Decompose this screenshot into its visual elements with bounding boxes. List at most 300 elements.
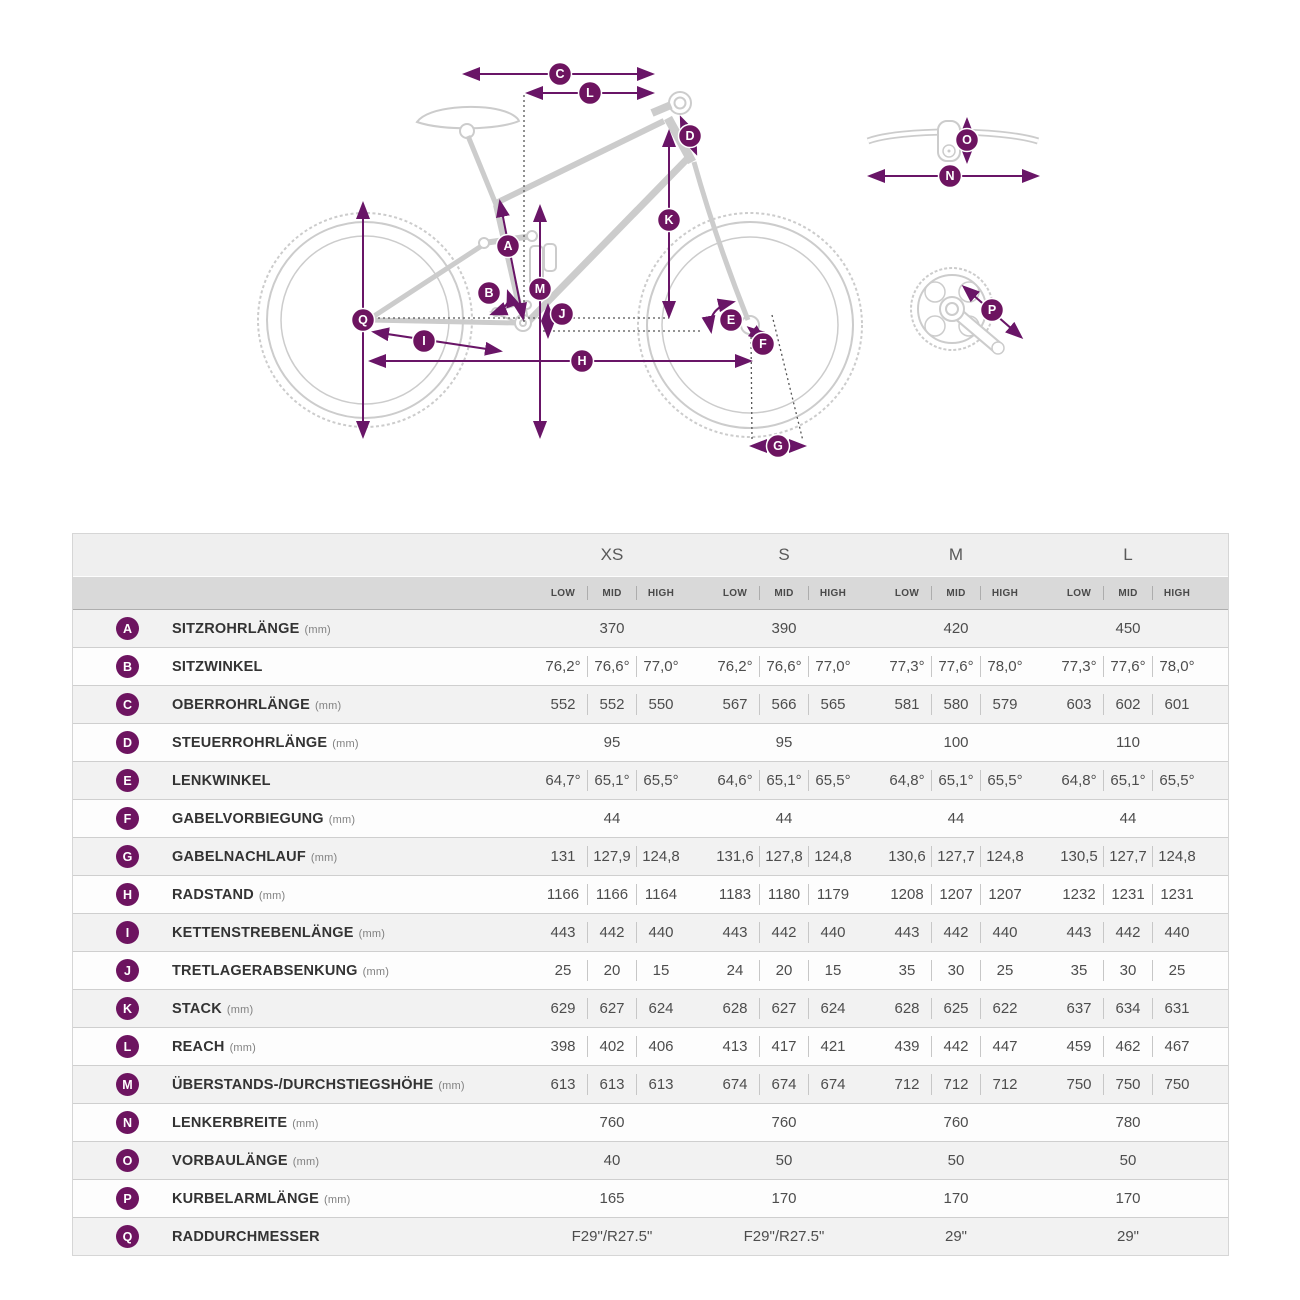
value: 1207 (988, 886, 1022, 903)
row-letter-badge: M (116, 1073, 139, 1096)
merged-value: 420 (943, 620, 969, 637)
value: 628 (894, 1000, 920, 1017)
value: 631 (1164, 1000, 1190, 1017)
position-labels (526, 586, 698, 600)
value: 628 (722, 1000, 748, 1017)
merged-value: 760 (771, 1114, 797, 1131)
triple-values (870, 770, 1042, 791)
value: 634 (1115, 1000, 1141, 1017)
value: 124,8 (814, 848, 852, 865)
value: 442 (771, 924, 797, 941)
row-letter-badge: C (116, 693, 139, 716)
row-label: REACH (mm) (172, 1038, 257, 1055)
value-cell-XS (526, 620, 698, 637)
position-label-low: LOW (550, 587, 576, 599)
size-column-header-XS (526, 545, 698, 565)
row-letter-badge: N (116, 1111, 139, 1134)
arrow-I-chainstay (374, 332, 500, 351)
value: 613 (599, 1076, 625, 1093)
value: 76,2° (717, 658, 753, 675)
value: 1180 (767, 886, 801, 903)
diagram-badge-K (658, 209, 681, 232)
value: 750 (1115, 1076, 1141, 1093)
triple-values (526, 694, 698, 715)
row-label-cell (73, 1225, 526, 1248)
diagram-badge-C (549, 63, 572, 86)
triple-values (870, 1074, 1042, 1095)
value-cell-S (698, 1228, 870, 1245)
value-cell-L (1042, 1114, 1214, 1131)
svg-text:P: P (987, 303, 997, 317)
value-cell-XS (526, 1114, 698, 1131)
value: 443 (1066, 924, 1092, 941)
row-letter-badge: I (116, 921, 139, 944)
row-letter-badge: Q (116, 1225, 139, 1248)
row-label-cell (73, 845, 526, 868)
value: 624 (820, 1000, 846, 1017)
diagram-badge-P (981, 299, 1004, 322)
diagram-badge-E (720, 309, 743, 332)
down-tube (526, 157, 689, 324)
row-label-cell (73, 1035, 526, 1058)
geometry-table (72, 533, 1229, 1256)
triple-values (1042, 1036, 1214, 1057)
triple-values (870, 960, 1042, 981)
value-cell-S (698, 1036, 870, 1057)
value: 601 (1164, 696, 1190, 713)
value: 1179 (816, 886, 850, 903)
value: 613 (550, 1076, 576, 1093)
value: 712 (894, 1076, 920, 1093)
value-cell-L (1042, 1228, 1214, 1245)
value: 443 (894, 924, 920, 941)
value: 627 (599, 1000, 625, 1017)
table-row-D (73, 723, 1228, 761)
row-unit: (mm) (358, 927, 386, 940)
value: 127,7 (937, 848, 975, 865)
svg-text:H: H (577, 354, 587, 368)
value: 65,5° (1159, 772, 1195, 789)
value-cell-M (870, 960, 1042, 981)
row-label: OBERROHRLÄNGE (mm) (172, 696, 342, 713)
value: 629 (550, 1000, 576, 1017)
position-label-mid: MID (602, 587, 622, 599)
value: 417 (771, 1038, 797, 1055)
position-labels (698, 586, 870, 600)
value: 76,6° (594, 658, 630, 675)
svg-text:I: I (422, 334, 426, 348)
value-cell-XS (526, 1190, 698, 1207)
value: 442 (1115, 924, 1141, 941)
row-unit: (mm) (328, 813, 356, 826)
value: 64,8° (1061, 772, 1097, 789)
triple-values (526, 656, 698, 677)
value-cell-L (1042, 1190, 1214, 1207)
value: 15 (652, 962, 670, 979)
value-cell-L (1042, 656, 1214, 677)
value: 624 (648, 1000, 674, 1017)
value: 1166 (546, 886, 580, 903)
triple-values (698, 1074, 870, 1095)
triple-values (1042, 884, 1214, 905)
value: 674 (722, 1076, 748, 1093)
value: 550 (648, 696, 674, 713)
value: 1166 (595, 886, 629, 903)
value-cell-S (698, 1152, 870, 1169)
value: 64,8° (889, 772, 925, 789)
value: 77,0° (643, 658, 679, 675)
value: 674 (820, 1076, 846, 1093)
pedal-hole (992, 342, 1004, 354)
position-header-S (698, 586, 870, 600)
triple-values (1042, 694, 1214, 715)
row-unit: (mm) (310, 851, 338, 864)
value: 566 (771, 696, 797, 713)
merged-value: 40 (603, 1152, 621, 1169)
row-letter-badge: E (116, 769, 139, 792)
value-cell-L (1042, 884, 1214, 905)
value-cell-S (698, 734, 870, 751)
value-cell-S (698, 810, 870, 827)
row-letter-badge: P (116, 1187, 139, 1210)
value-cell-M (870, 656, 1042, 677)
value-cell-XS (526, 694, 698, 715)
triple-values (526, 922, 698, 943)
value: 64,6° (717, 772, 753, 789)
value: 77,6° (938, 658, 974, 675)
merged-value: 780 (1115, 1114, 1141, 1131)
position-label-high: HIGH (819, 587, 847, 599)
value: 131,6 (716, 848, 754, 865)
row-letter-badge: A (116, 617, 139, 640)
svg-text:N: N (945, 169, 955, 183)
size-label: XS (600, 545, 624, 564)
table-row-M (73, 1065, 1228, 1103)
value-cell-M (870, 1228, 1042, 1245)
table-row-B (73, 647, 1228, 685)
value: 581 (894, 696, 920, 713)
triple-values (526, 1036, 698, 1057)
row-label-cell (73, 1149, 526, 1172)
table-row-K (73, 989, 1228, 1027)
value-cell-L (1042, 620, 1214, 637)
merged-value: 50 (1119, 1152, 1137, 1169)
row-unit: (mm) (292, 1155, 320, 1168)
table-row-G (73, 837, 1228, 875)
value: 440 (648, 924, 674, 941)
value: 674 (771, 1076, 797, 1093)
row-letter-badge: K (116, 997, 139, 1020)
stem-side (652, 105, 671, 113)
value: 603 (1066, 696, 1092, 713)
row-label-cell (73, 655, 526, 678)
value: 421 (820, 1038, 846, 1055)
value-cell-XS (526, 656, 698, 677)
row-label: KURBELARMLÄNGE (mm) (172, 1190, 351, 1207)
value-cell-XS (526, 734, 698, 751)
value-cell-S (698, 770, 870, 791)
front-wheel (638, 213, 862, 437)
value: 447 (992, 1038, 1018, 1055)
row-letter-badge: O (116, 1149, 139, 1172)
value: 25 (996, 962, 1014, 979)
value: 15 (824, 962, 842, 979)
value-cell-L (1042, 1074, 1214, 1095)
merged-value: 44 (775, 810, 793, 827)
value: 440 (1164, 924, 1190, 941)
value: 130,6 (888, 848, 926, 865)
triple-values (1042, 846, 1214, 867)
value-cell-XS (526, 922, 698, 943)
value-cell-S (698, 1114, 870, 1131)
value: 1164 (644, 886, 678, 903)
row-unit: (mm) (332, 737, 359, 750)
row-unit: (mm) (292, 1117, 319, 1130)
value: 1231 (1160, 886, 1194, 903)
value: 25 (1168, 962, 1186, 979)
position-label-mid: MID (1118, 587, 1138, 599)
value-cell-L (1042, 998, 1214, 1019)
merged-value: 29" (944, 1228, 967, 1245)
row-label: GABELVORBIEGUNG (mm) (172, 810, 356, 827)
value: 613 (648, 1076, 674, 1093)
value: 65,1° (766, 772, 802, 789)
position-label-high: HIGH (647, 587, 675, 599)
row-label: LENKERBREITE (mm) (172, 1114, 319, 1131)
row-label-cell (73, 693, 526, 716)
svg-text:B: B (484, 286, 494, 300)
value-cell-S (698, 960, 870, 981)
value: 552 (550, 696, 576, 713)
value: 65,1° (594, 772, 630, 789)
value: 78,0° (987, 658, 1023, 675)
value-cell-XS (526, 1074, 698, 1095)
steering-axis-line (772, 315, 803, 441)
triple-values (870, 1036, 1042, 1057)
value: 127,7 (1109, 848, 1147, 865)
position-label-low: LOW (1066, 587, 1092, 599)
value: 78,0° (1159, 658, 1195, 675)
merged-value: 110 (1116, 734, 1140, 751)
row-letter-badge: F (116, 807, 139, 830)
merged-value: 95 (775, 734, 793, 751)
svg-text:C: C (555, 67, 565, 81)
value: 77,3° (1061, 658, 1097, 675)
triple-values (526, 884, 698, 905)
triple-values (698, 998, 870, 1019)
row-label-cell (73, 959, 526, 982)
row-label-cell (73, 1073, 526, 1096)
value-cell-S (698, 694, 870, 715)
size-header-row (73, 534, 1228, 576)
value: 65,1° (938, 772, 974, 789)
row-letter-badge: D (116, 731, 139, 754)
svg-text:D: D (685, 129, 695, 143)
value: 64,7° (545, 772, 581, 789)
table-row-I (73, 913, 1228, 951)
size-label: S (778, 545, 790, 564)
value-cell-M (870, 1036, 1042, 1057)
value: 127,8 (765, 848, 803, 865)
diagram-badge-L (579, 82, 602, 105)
diagram-badge-N (939, 165, 962, 188)
svg-text:F: F (759, 337, 767, 351)
diagram-badge-M (529, 278, 552, 301)
value: 440 (820, 924, 846, 941)
value-cell-L (1042, 1152, 1214, 1169)
table-row-H (73, 875, 1228, 913)
value-cell-XS (526, 846, 698, 867)
row-unit: (mm) (438, 1079, 465, 1092)
position-label-high: HIGH (1163, 587, 1191, 599)
merged-value: 370 (599, 620, 625, 637)
value-cell-M (870, 922, 1042, 943)
value: 442 (943, 924, 969, 941)
table-row-C (73, 685, 1228, 723)
triple-values (698, 884, 870, 905)
value: 77,0° (815, 658, 851, 675)
svg-text:G: G (773, 439, 783, 453)
diagram-badge-F (752, 333, 775, 356)
triple-values (870, 998, 1042, 1019)
value: 35 (1070, 962, 1088, 979)
row-unit: (mm) (304, 623, 331, 636)
value: 552 (599, 696, 625, 713)
value-cell-L (1042, 846, 1214, 867)
triple-values (870, 694, 1042, 715)
diagram-badge-G (767, 435, 790, 458)
merged-value: 50 (947, 1152, 965, 1169)
value-cell-M (870, 998, 1042, 1019)
value: 1208 (890, 886, 924, 903)
value: 637 (1066, 1000, 1092, 1017)
value-cell-M (870, 734, 1042, 751)
triple-values (526, 846, 698, 867)
diagram-badge-J (551, 303, 574, 326)
svg-text:O: O (962, 133, 972, 147)
value-cell-M (870, 620, 1042, 637)
row-unit: (mm) (229, 1041, 257, 1054)
diagram-badge-A (497, 235, 520, 258)
value-cell-S (698, 1074, 870, 1095)
merged-value: 44 (1119, 810, 1137, 827)
triple-values (1042, 1074, 1214, 1095)
row-label-cell (73, 769, 526, 792)
row-unit: (mm) (314, 699, 342, 712)
value-cell-L (1042, 960, 1214, 981)
value: 30 (1119, 962, 1137, 979)
bike-diagram-svg (0, 0, 1300, 533)
row-label-cell (73, 1111, 526, 1134)
position-labels (1042, 586, 1214, 600)
size-column-header-S (698, 545, 870, 565)
row-label-cell (73, 1187, 526, 1210)
triple-values (526, 960, 698, 981)
value: 30 (947, 962, 965, 979)
merged-value: 760 (943, 1114, 969, 1131)
diagram-badge-I (413, 330, 436, 353)
row-label: LENKWINKEL (172, 772, 271, 789)
triple-values (698, 846, 870, 867)
value: 65,5° (643, 772, 679, 789)
value-cell-XS (526, 810, 698, 827)
table-row-Q (73, 1217, 1228, 1255)
position-label-low: LOW (894, 587, 920, 599)
bike-geometry-diagram (0, 0, 1300, 533)
position-header-M (870, 586, 1042, 600)
position-label-mid: MID (774, 587, 794, 599)
value: 25 (554, 962, 572, 979)
row-label: SITZWINKEL (172, 658, 263, 675)
value: 439 (894, 1038, 920, 1055)
merged-value: 100 (943, 734, 969, 751)
svg-text:E: E (726, 313, 736, 327)
value-cell-M (870, 1074, 1042, 1095)
value: 124,8 (986, 848, 1024, 865)
row-label-cell (73, 807, 526, 830)
value: 442 (599, 924, 625, 941)
diagram-badge-Q (352, 309, 375, 332)
value: 1183 (718, 886, 752, 903)
row-unit: (mm) (362, 965, 390, 978)
row-label: ÜBERSTANDS-/DURCHSTIEGSHÖHE (mm) (172, 1076, 465, 1093)
value-cell-M (870, 1114, 1042, 1131)
position-header-XS (526, 586, 698, 600)
table-row-O (73, 1141, 1228, 1179)
handlebar-front-view (868, 121, 1038, 161)
value-cell-L (1042, 810, 1214, 827)
row-unit: (mm) (324, 1193, 351, 1206)
value-cell-S (698, 846, 870, 867)
row-label: TRETLAGERABSENKUNG (mm) (172, 962, 390, 979)
row-letter-badge: L (116, 1035, 139, 1058)
row-unit: (mm) (258, 889, 286, 902)
value: 406 (648, 1038, 674, 1055)
value: 467 (1164, 1038, 1190, 1055)
top-tube (494, 121, 664, 204)
triple-values (526, 1074, 698, 1095)
triple-values (698, 656, 870, 677)
row-label: STEUERROHRLÄNGE (mm) (172, 734, 359, 751)
value: 77,6° (1110, 658, 1146, 675)
row-label: RADDURCHMESSER (172, 1228, 320, 1245)
value-cell-XS (526, 1152, 698, 1169)
diagram-badge-D (679, 125, 702, 148)
value: 1207 (939, 886, 973, 903)
triple-values (698, 694, 870, 715)
triple-values (698, 770, 870, 791)
value: 131 (550, 848, 576, 865)
value-cell-L (1042, 1036, 1214, 1057)
value-cell-L (1042, 694, 1214, 715)
triple-values (698, 1036, 870, 1057)
merged-value: 390 (771, 620, 797, 637)
value: 1231 (1111, 886, 1145, 903)
merged-value: F29"/R27.5" (743, 1228, 825, 1245)
svg-text:L: L (586, 86, 594, 100)
value: 76,2° (545, 658, 581, 675)
table-row-A (73, 609, 1228, 647)
merged-value: 170 (771, 1190, 797, 1207)
row-letter-badge: B (116, 655, 139, 678)
row-label-cell (73, 997, 526, 1020)
value: 124,8 (642, 848, 680, 865)
value: 443 (722, 924, 748, 941)
seat-stay (368, 243, 486, 320)
merged-value: 50 (775, 1152, 793, 1169)
triple-values (526, 770, 698, 791)
value: 579 (992, 696, 1018, 713)
